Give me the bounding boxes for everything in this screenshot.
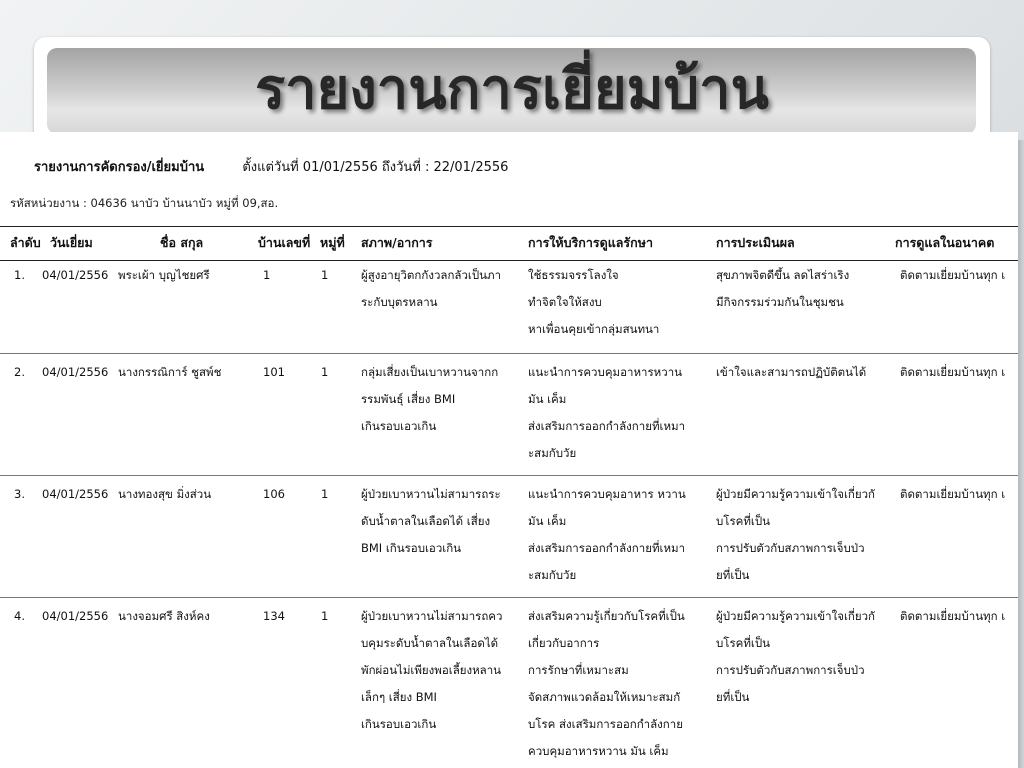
cell-evaluation	[716, 481, 894, 589]
cell-condition-line: เล็กๆ เสี่ยง BMI	[361, 690, 437, 704]
cell-house: 1	[263, 268, 271, 282]
cell-evaluation	[716, 359, 894, 386]
cell-condition-line: รรมพันธุ์ เสี่ยง BMI	[361, 392, 456, 406]
cell-evaluation-line: ยที่เป็น	[716, 690, 750, 704]
cell-date: 04/01/2556	[42, 268, 109, 282]
cell-evaluation-line: สุขภาพจิตดีขึ้น ลดไสร่าเริง	[716, 268, 850, 282]
cell-moo: 1	[321, 487, 329, 501]
cell-service-line: จัดสภาพแวดล้อมให้เหมาะสมกั	[528, 690, 681, 704]
cell-service	[528, 262, 708, 343]
cell-condition-line: BMI เกินรอบเอวเกิน	[361, 541, 462, 555]
cell-condition	[361, 359, 523, 440]
cell-name: นางจอมศรี สิงห์คง	[118, 609, 210, 623]
cell-evaluation	[716, 262, 894, 316]
col-header-evaluation: การประเมินผล	[716, 235, 795, 250]
row-separator	[0, 353, 1018, 354]
cell-condition-line: ผู้สูงอายุวิตกกังวลกลัวเป็นภา	[361, 268, 502, 282]
cell-no: 1.	[14, 268, 25, 282]
cell-service-line: ส่งเสริมการออกกำลังกายที่เหมา	[528, 419, 686, 433]
cell-moo: 1	[321, 365, 329, 379]
cell-plan-line: ติดตามเยี่ยมบ้านทุก เ	[900, 365, 1006, 379]
cell-evaluation-line: มีกิจกรรมร่วมกันในชุมชน	[716, 295, 844, 309]
cell-service	[528, 359, 708, 467]
col-header-condition: สภาพ/อาการ	[361, 235, 433, 250]
cell-condition	[361, 481, 523, 562]
cell-condition-line: ผู้ป่วยเบาหวานไม่สามารถระ	[361, 487, 501, 501]
cell-evaluation-line: บโรคที่เป็น	[716, 636, 771, 650]
scanned-report	[0, 132, 1018, 768]
header-bottom-rule	[0, 260, 1018, 261]
row-separator	[0, 597, 1018, 598]
cell-house: 101	[263, 365, 285, 379]
report-date-range: ตั้งแต่วันที่ 01/01/2556 ถึงวันที่ : 22/01/2556	[242, 160, 509, 175]
cell-plan	[900, 481, 1018, 508]
col-header-no: ลำดับ	[10, 235, 41, 250]
cell-plan-line: ติดตามเยี่ยมบ้านทุก เ	[900, 609, 1006, 623]
cell-plan	[900, 603, 1018, 630]
col-header-name: ชื่อ สกุล	[160, 235, 204, 250]
cell-service-line: แนะนำการควบคุมอาหาร หวาน	[528, 487, 686, 501]
cell-house: 134	[263, 609, 285, 623]
cell-evaluation-line: การปรับตัวกับสภาพการเจ็บป่ว	[716, 541, 865, 555]
cell-service-line: แนะนำการควบคุมอาหารหวาน	[528, 365, 683, 379]
report-title: รายงานการคัดกรอง/เยี่ยมบ้าน	[34, 160, 205, 175]
cell-service-line: หาเพื่อนคุยเข้ากลุ่มสนทนา	[528, 322, 660, 336]
cell-moo: 1	[321, 268, 329, 282]
cell-condition-line: ระกับบุตรหลาน	[361, 295, 438, 309]
scan-edge-shadow	[1017, 140, 1024, 768]
col-header-moo: หมู่ที่	[320, 235, 345, 250]
cell-service-line: ส่งเสริมความรู้เกี่ยวกับโรคที่เป็น	[528, 609, 685, 623]
cell-condition-line: บคุมระดับน้ำตาลในเลือดได้	[361, 636, 499, 650]
cell-service-line: ใช้ธรรมจรรโลงใจ	[528, 268, 619, 282]
col-header-date: วันเยี่ยม	[50, 235, 93, 250]
cell-evaluation-line: ผู้ป่วยมีความรู้ความเข้าใจเกี่ยวกั	[716, 487, 876, 501]
cell-no: 3.	[14, 487, 25, 501]
cell-condition-line: ดับน้ำตาลในเลือดได้ เสี่ยง	[361, 514, 491, 528]
cell-name: นางกรรณิการ์ ชูสพ์ช	[118, 365, 222, 379]
row-separator	[0, 475, 1018, 476]
cell-evaluation-line: การปรับตัวกับสภาพการเจ็บป่ว	[716, 663, 865, 677]
report-header	[34, 156, 508, 177]
cell-no: 4.	[14, 609, 25, 623]
col-header-service: การให้บริการดูแลรักษา	[528, 235, 653, 250]
table-top-rule	[0, 226, 1018, 227]
cell-plan	[900, 359, 1018, 386]
cell-plan-line: ติดตามเยี่ยมบ้านทุก เ	[900, 268, 1006, 282]
cell-service-line: ะสมกับวัย	[528, 446, 577, 460]
cell-condition-line: พักผ่อนไม่เพียงพอเลี้ยงหลาน	[361, 663, 502, 677]
cell-condition-line: เกินรอบเอวเกิน	[361, 419, 437, 433]
cell-plan	[900, 262, 1018, 289]
cell-service-line: ควบคุมอาหารหวาน มัน เค็ม	[528, 744, 669, 758]
cell-condition-line: ผู้ป่วยเบาหวานไม่สามารถคว	[361, 609, 503, 623]
cell-house: 106	[263, 487, 285, 501]
col-header-house: บ้านเลขที่	[258, 235, 311, 250]
cell-service-line: บโรค ส่งเสริมการออกกำลังกาย	[528, 717, 683, 731]
cell-moo: 1	[321, 609, 329, 623]
cell-service-line: มัน เค็ม	[528, 514, 567, 528]
cell-service-line: ส่งเสริมการออกกำลังกายที่เหมา	[528, 541, 686, 555]
cell-service-line: เกี่ยวกับอาการ	[528, 636, 600, 650]
cell-service-line: การรักษาที่เหมาะสม	[528, 663, 629, 677]
cell-evaluation-line: เข้าใจและสามารถปฏิบัติตนได้	[716, 365, 867, 379]
slide-title: รายงานการเยี่ยมบ้าน	[255, 57, 769, 122]
cell-evaluation-line: ผู้ป่วยมีความรู้ความเข้าใจเกี่ยวกั	[716, 609, 876, 623]
cell-condition	[361, 262, 523, 316]
cell-date: 04/01/2556	[42, 365, 109, 379]
cell-service-line: ะสมกับวัย	[528, 568, 577, 582]
cell-name: พระเผ้า บุญไชยศรี	[118, 268, 210, 282]
col-header-plan: การดูแลในอนาคต	[895, 235, 995, 250]
cell-service-line: ทำจิตใจให้สงบ	[528, 295, 602, 309]
cell-service-line: มัน เค็ม	[528, 392, 567, 406]
cell-condition-line: กลุ่มเสี่ยงเป็นเบาหวานจากก	[361, 365, 499, 379]
cell-no: 2.	[14, 365, 25, 379]
cell-evaluation	[716, 603, 894, 711]
cell-condition-line: เกินรอบเอวเกิน	[361, 717, 437, 731]
unit-code-line: รหัสหน่วยงาน : 04636 นาบัว บ้านนาบัว หมู่ที่ 09,สอ.	[10, 196, 279, 210]
cell-date: 04/01/2556	[42, 609, 109, 623]
cell-evaluation-line: บโรคที่เป็น	[716, 514, 771, 528]
cell-date: 04/01/2556	[42, 487, 109, 501]
cell-service	[528, 603, 708, 765]
cell-plan-line: ติดตามเยี่ยมบ้านทุก เ	[900, 487, 1006, 501]
cell-service	[528, 481, 708, 589]
cell-evaluation-line: ยที่เป็น	[716, 568, 750, 582]
cell-condition	[361, 603, 523, 738]
cell-name: นางทองสุข มิ่งส่วน	[118, 487, 212, 501]
